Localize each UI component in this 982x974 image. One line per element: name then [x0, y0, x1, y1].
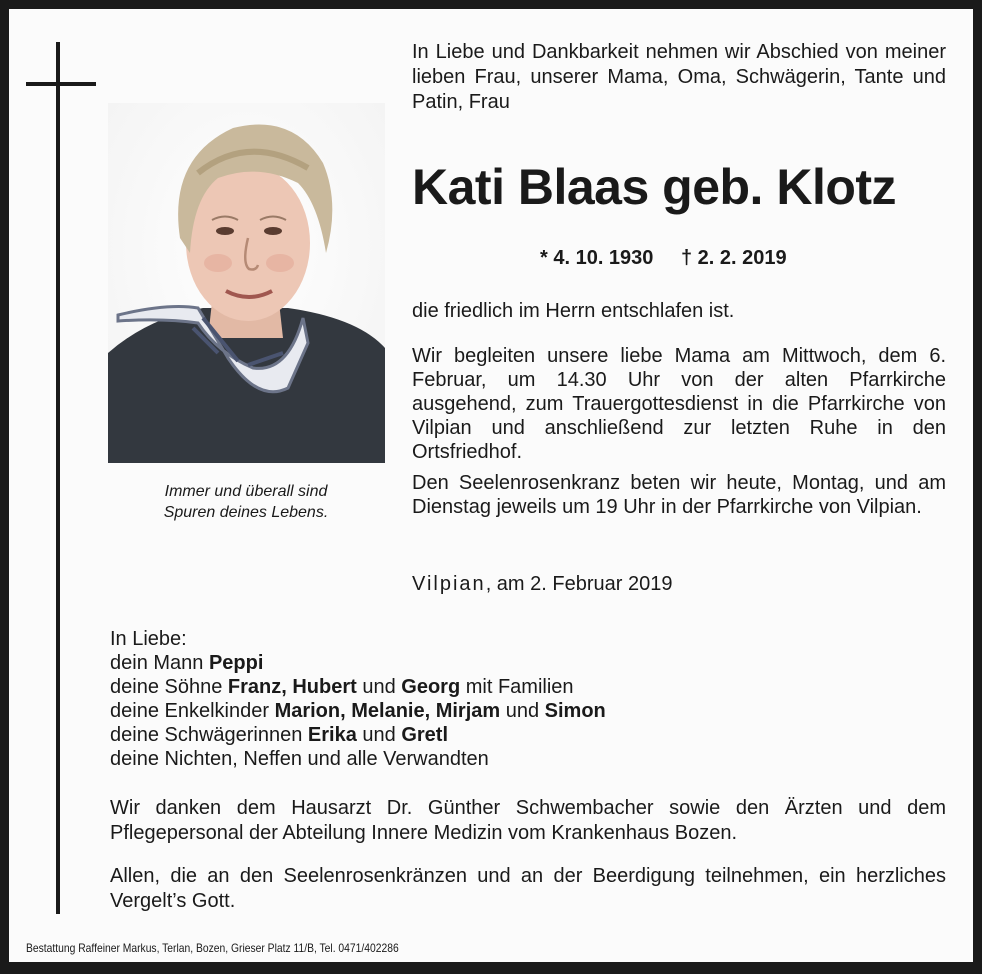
place-date-text: , am 2. Februar 2019 — [485, 573, 673, 595]
family-heading: In Liebe: — [110, 628, 187, 650]
photo-caption-line: Immer und überall sind — [164, 483, 328, 500]
photo-caption-line: Spuren deines Lebens. — [163, 504, 329, 521]
deceased-name: Kati Blaas geb. Klotz — [412, 159, 897, 215]
death-date: † 2. 2. 2019 — [681, 247, 787, 269]
family-grandchildren: deine Enkelkinder Marion, Melanie, Mirjam und Simon — [110, 700, 606, 722]
passed-away-text: die friedlich im Herrn entschlafen ist. — [412, 300, 735, 322]
portrait-photo — [108, 103, 385, 463]
thanks-doctors: Wir danken dem Hausarzt Dr. Günther Schwembacher sowie den Ärzten und dem Pflegepersonal der Abteilung Innere Medizin vom Krankenhaus Bozen. — [110, 797, 946, 844]
family-husband: dein Mann Peppi — [110, 652, 264, 674]
family-relatives: deine Nichten, Neffen und alle Verwandten — [110, 748, 489, 770]
life-dates — [540, 247, 787, 270]
family-list — [110, 627, 950, 771]
funeral-text: Wir begleiten unsere liebe Mama am Mittwoch, dem 6. Februar, um 14.30 Uhr von der alten Pfarrkirche ausgehend, zum Trauergottesdienst in die Pfarrkirche von Vilpian und anschließend zur letzten Ruhe in den Ortsfriedhof. — [412, 345, 946, 463]
cross-icon-bar — [26, 82, 96, 86]
funeral-home-footer: Bestattung Raffeiner Markus, Terlan, Bozen, Grieser Platz 11/B, Tel. 0471/402286 — [26, 941, 399, 955]
place-town: Vilpian — [412, 573, 486, 595]
thanks-all: Allen, die an den Seelenrosenkränzen und an der Beerdigung teilnehmen, ein herzliches Vergelt’s Gott. — [110, 865, 946, 912]
birth-date: * 4. 10. 1930 — [540, 247, 654, 269]
family-sisters-in-law: deine Schwägerinnen Erika und Gretl — [110, 724, 449, 746]
photo-caption — [110, 481, 382, 523]
rosary-text: Den Seelenrosenkranz beten wir heute, Montag, und am Dienstag jeweils um 19 Uhr in der Pfarrkirche von Vilpian. — [412, 472, 946, 518]
intro-text: In Liebe und Dankbarkeit nehmen wir Abschied von meiner lieben Frau, unserer Mama, Oma, Schwägerin, Tante und Patin, Frau — [412, 41, 946, 113]
cross-icon — [56, 42, 60, 914]
place-date — [412, 573, 672, 596]
family-sons: deine Söhne Franz, Hubert und Georg mit Familien — [110, 676, 574, 698]
